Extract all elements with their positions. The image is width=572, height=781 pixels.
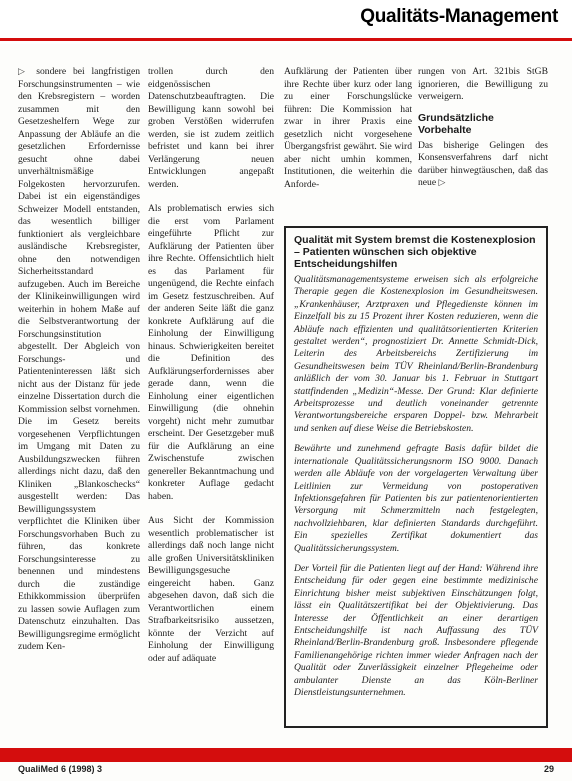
paragraph: Als problematisch erwies sich die erst vom Parlament eingeführte Pflicht zur Aufklärung der Patienten über ihre Rechte. Offensichtlich hielt es das Parlament für ungenügend, die Rechte einfach im Gesetz festzuschreiben. Auf der anderen Seite läßt die ganz konkrete Aufklärung auf die Einholung der Einwilligung hinaus. Schwierigkeiten bereitet die Definition des Aufklärungserfordernisses aber gerade dann, wenn die Einholung einer eigentlichen Einwilligung (die ohnehin vorgeht) nicht mehr zumutbar erscheint. Der Gesetzgeber muß für die Aufklärung an eine Zwischenstufe zwischen genereller Bekanntmachung und konkreter Auflage gedacht haben. bbox=[148, 203, 274, 502]
info-box-body bbox=[294, 274, 538, 699]
paragraph: Aus Sicht der Kommission wesentlich problematischer ist allerdings daß noch lange nicht alle großen Universitätskliniken Bewilligungsgesuche eingereicht haben. Ganz abgesehen davon, daß sich die Verantwortlichen einem Strafbarkeitsrisiko aussetzen, könnte der Verzicht auf Einholung der Einwilligung oder auf adäquate bbox=[148, 515, 274, 664]
text-column-3 bbox=[284, 66, 412, 212]
info-box bbox=[284, 226, 548, 728]
info-box-heading: Qualität mit System bremst die Kostenexplosion – Patienten wünschen sich objektive Entscheidungshilfen bbox=[294, 234, 536, 270]
paragraph: Das bisherige Gelingen des Konsensverfahrens darf nicht darüber hinwegtäuschen, daß das neue ▷ bbox=[418, 139, 548, 188]
paragraph: trollen durch den eidgenössischen Datenschutzbeauftragten. Die Bewilligung kann sowohl bei groben Verstößen widerrufen werden, sie ist zudem zeitlich befristet und kann bei ihrer Verlängerung neuen Entwicklungen angepaßt werden. bbox=[148, 66, 274, 190]
page-header bbox=[0, 0, 572, 44]
paragraph: Der Vorteil für die Patienten liegt auf der Hand: Während ihre Entscheidung für oder gegen eine bestimmte medizinische Einrichtung bisher meist subjektiven Einschätzungen folgt, lässt ein Qualitätszertifikat bei der Objektivierung. Das Interesse der Öffentlichkeit an einer derartigen Entscheidungshilfe ist nach Auffassung des TÜV Rheinland/Berlin-Brandenburg groß. Insbesondere pflegende Familienangehörige richten immer wieder Anfragen nach der Qualität oder Zuverlässigkeit einzelner Pflegeheime oder ambulanter Dienste an das Köln-Berliner Dienstleistungsunternehmen. bbox=[294, 562, 538, 698]
text-column-4 bbox=[418, 66, 548, 212]
paragraph: ▷ sondere bei langfristigen Forschungsinstrumenten – wie den Krebsregistern – worden zusammen mit den Gesetzeshelfern Wege zur Anpassung der Abläufe an die gesetzlichen Erfordernisse gesucht ohne dabei unverhältnismäßige Folgekosten hervorzurufen. Dabei ist ein eigenständiges Schweizer Modell entstanden, das wesentlich billiger funktioniert als vergleichbare ausländische Krebsregister, ohne den notwendigen Sicherheitsstandard aufzugeben. Auch im Bereiche der Klinikeinwilligungen wird weiterhin in hohem Maße auf die Selbstverantwortung der Forschungsinstitution abgestellt. Der Abgleich von Forschungs- und Patienteninteressen läßt sich nicht aus der Distanz für jede einzelne Dissertation durch die Kommission selbst vornehmen. Die im Gesetz bereits vorgesehenen Verpflichtungen im Umgang mit Daten zu Ausbildungszwecken führen allerdings nicht dazu, daß den Kliniken „Blankoschecks“ ausgestellt werden: Das Bewilligungssystem verpflichtet die Kliniken über Forschungsvorhaben Buch zu führen, das konkrete Forschungsinteresse zu benennen und mindestens durch die zuständige Ethikkommission überprüfen zu lassen sowie Auflagen zum Datenschutz einzuhalten. Das Bewilligungsregime ermöglicht zudem Ken- bbox=[18, 66, 140, 652]
text-column-2 bbox=[148, 66, 274, 726]
section-title: Qualitäts-Management bbox=[360, 6, 558, 27]
footer-rule bbox=[0, 748, 572, 762]
paragraph: Bewährte und zunehmend gefragte Basis dafür bildet die internationale Qualitätssicherungsnorm ISO 9000. Danach werden alle Abläufe von der vorgelagerten Verwaltung über Leitlinien zur Vermeidung von postoperativen Infektionsgefahren für Patienten bis zur patientenorientierten Versorgung mit Schmerzmitteln nach festgelegten, nachvollziehbaren, klar definierten Standards durchgeführt. Ein spezielles Zertifikat dokumentiert das Qualitätssicherungssystem. bbox=[294, 443, 538, 554]
journal-citation: QualiMed 6 (1998) 3 bbox=[18, 764, 103, 774]
subheading: Grundsätzliche Vorbehalte bbox=[418, 111, 494, 136]
continuation-marker-icon: ▷ bbox=[438, 178, 446, 188]
paragraph: Qualitätsmanagementsysteme erweisen sich als erfolgreiche Therapie gegen die Kostenexplosion im Gesundheitswesen. „Krankenhäuser, Arztpraxen und Pflegedienste können im Einzelfall bis zu 15 Prozent ihrer Kosten reduzieren, wenn die Abläufe nach effizienten und qualitätsorientierten Kriterien gestaltet werden“, prognostiziert Dr. Annette Schmidt-Dick, Leiterin des Arbeitsbereichs Zertifizierung im Gesundheitswesen beim TÜV Rheinland/Berlin-Brandenburg anläßlich der vom 30. Januar bis 1. Februar in Stuttgart stattfindenden „Medizin“-Messe. Der Grund: Klar definierte Arbeitsprozesse und deutlich voneinander getrennte Verantwortungsbereiche ersparen Doppel- bzw. Mehrarbeit und senken auf diese Weise die Betriebskosten. bbox=[294, 274, 538, 434]
header-rule bbox=[0, 38, 572, 41]
continuation-marker-icon: ▷ bbox=[18, 67, 30, 77]
paragraph: rungen von Art. 321bis StGB ignorieren, die Bewilligung zu verweigern. bbox=[418, 66, 548, 102]
page-number: 29 bbox=[543, 764, 554, 774]
paragraph: Aufklärung der Patienten über ihre Rechte über kurz oder lang zu einer Forschungslücke führen: Die Kommission hat zwar in ihrer Praxis eine gesetzlich nicht vorgesehene Übergangsfrist gewährt. Sie wird aber nicht umhin kommen, Institutionen, die weiterhin die Anforde- bbox=[284, 66, 412, 190]
text-column-1 bbox=[18, 66, 140, 726]
